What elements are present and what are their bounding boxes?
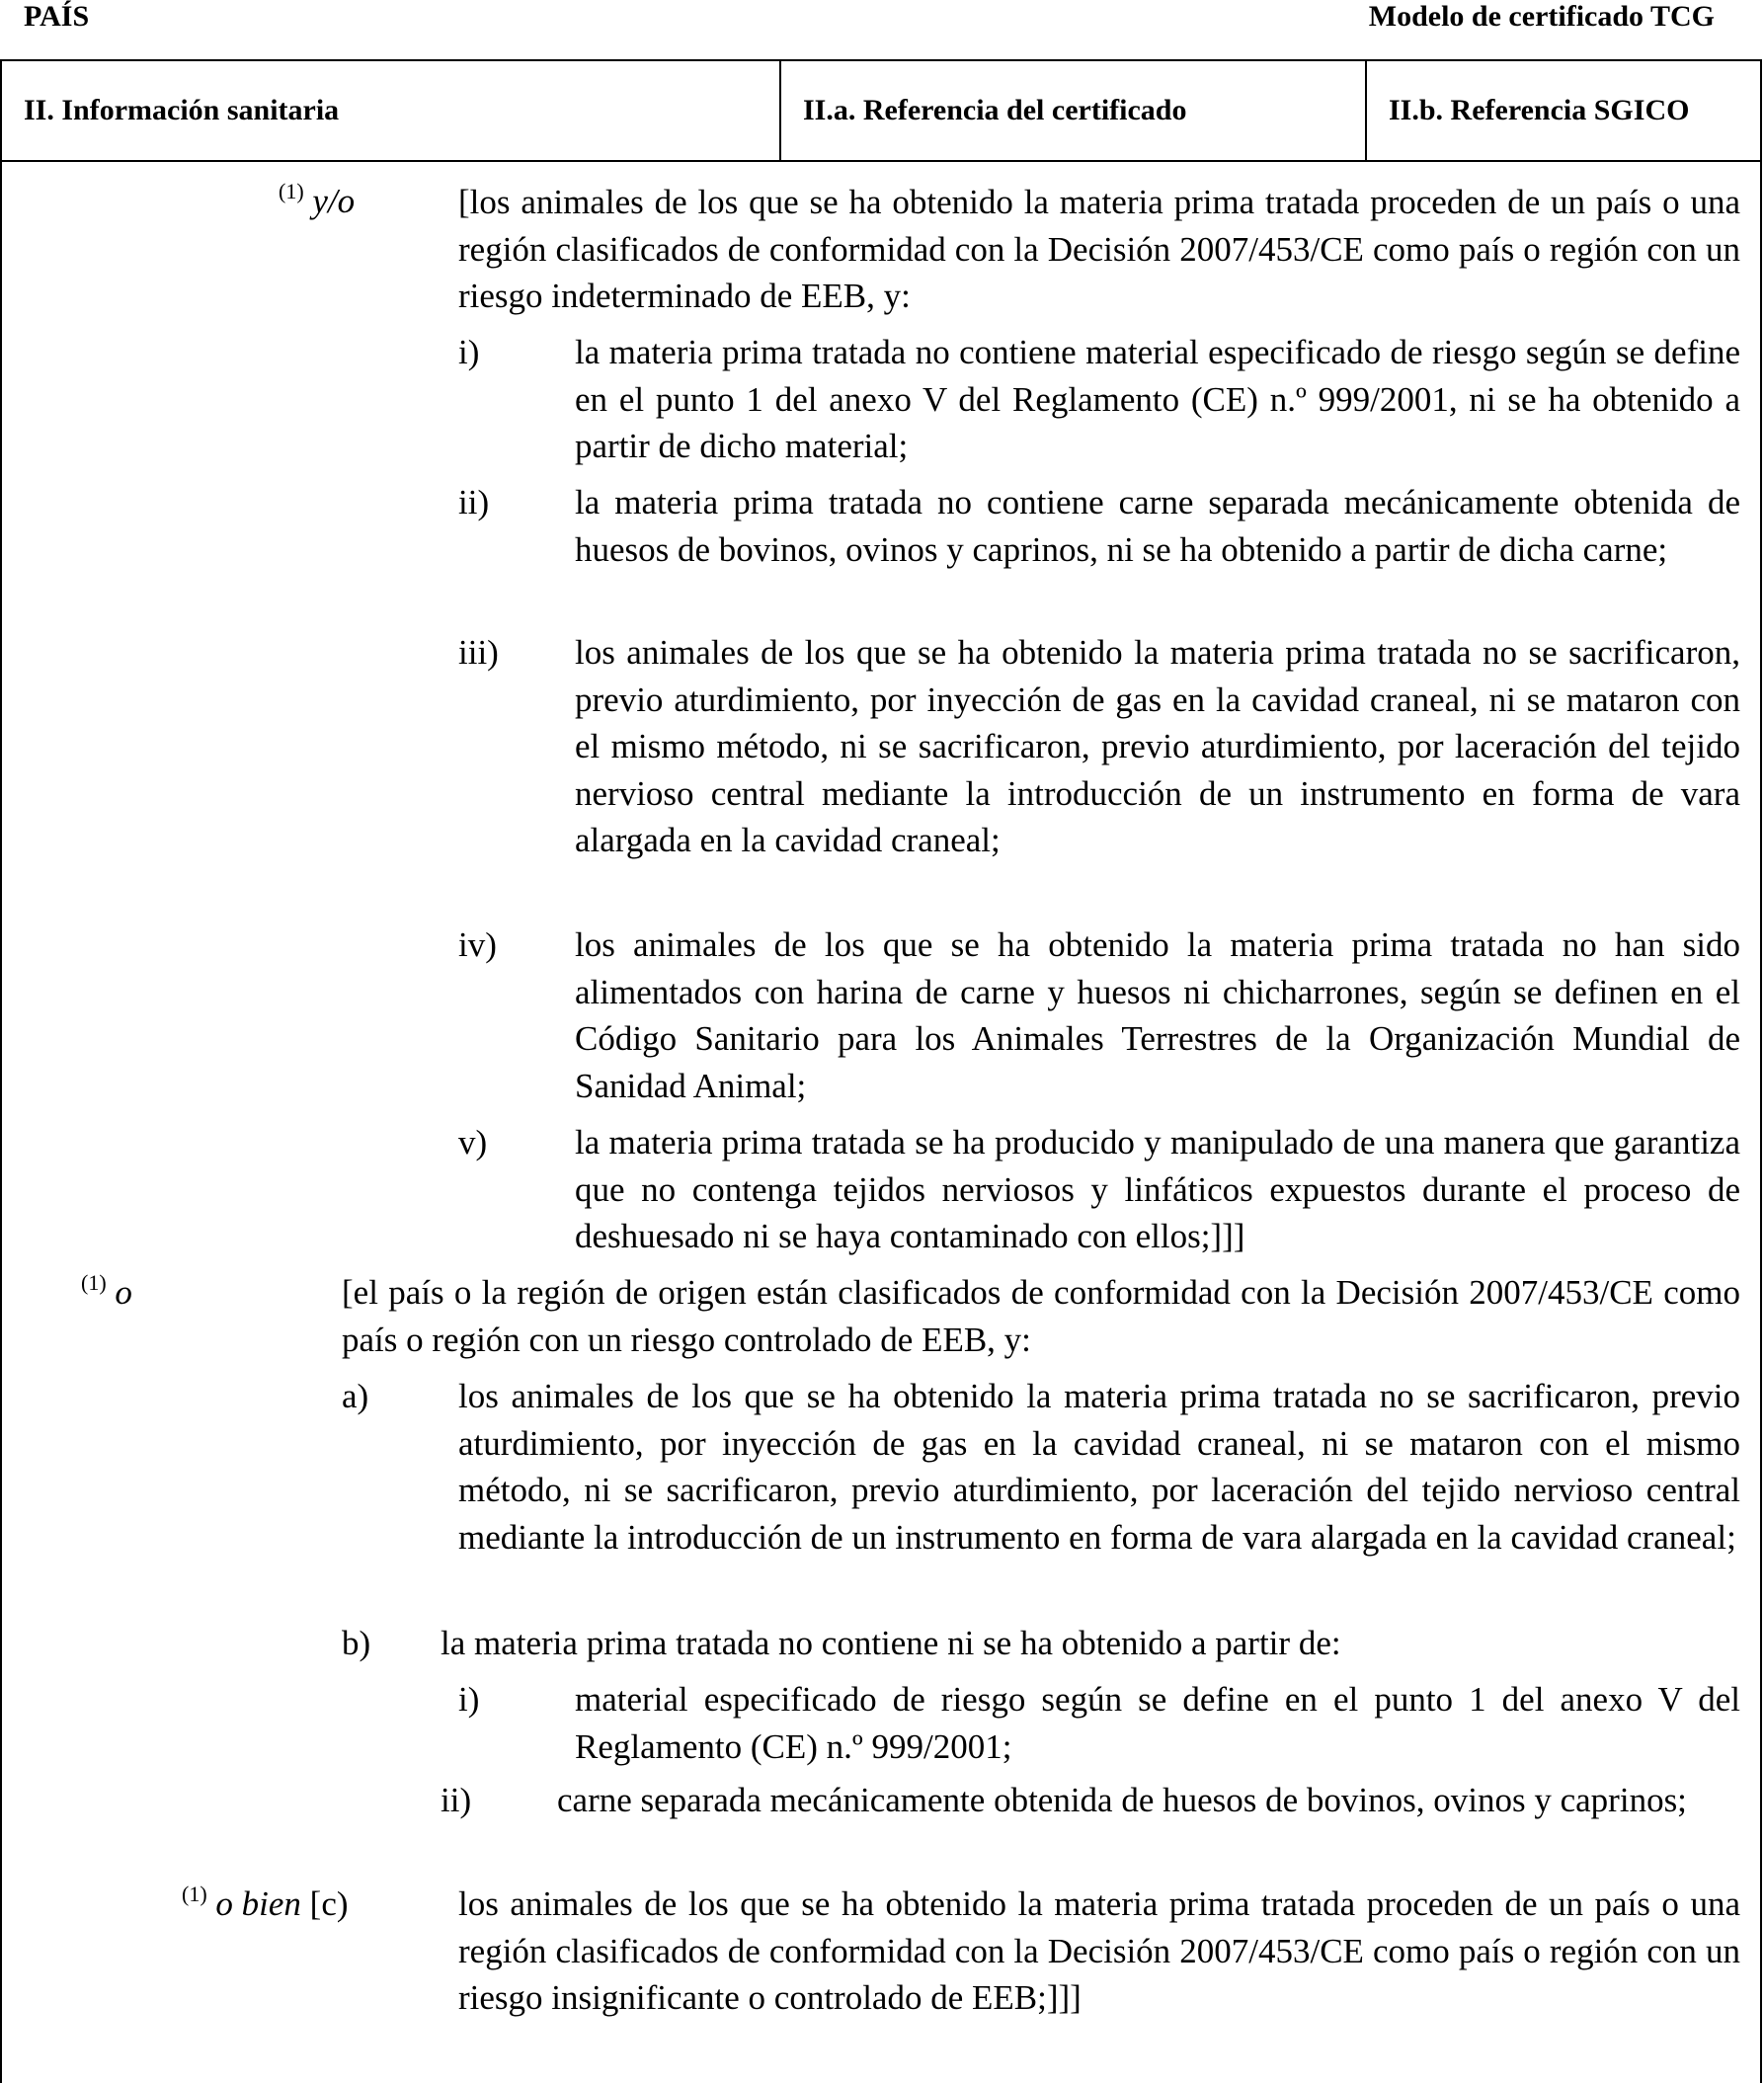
block2-connector: o xyxy=(115,1273,132,1312)
sgico-reference-field: II.b. Referencia SGICO xyxy=(1365,61,1762,160)
footnote-ref: (1) xyxy=(279,179,304,203)
footnote-ref: (1) xyxy=(182,1882,207,1906)
block1-item-text: los animales de los que se ha obtenido la materia prima tratada no han sido alimentados con harina de carne y huesos ni chicharrones, según se definen en el Código Sanitario para los Animales Terrestres de la Organización Mundial de Sanidad Animal; xyxy=(575,925,1740,1105)
block1-item-num: i) xyxy=(458,333,480,371)
page-header xyxy=(0,0,1764,59)
block2-item-c-text: los animales de los que se ha obtenido la materia prima tratada proceden de un país o una región clasificados de conformidad con la Decisión 2007/453/CE como país o región con un riesgo insignificante o controlado de EEB;]]] xyxy=(458,1884,1740,2017)
block1-connector: y/o xyxy=(312,182,356,220)
block2-subitem-num: ii) xyxy=(441,1781,472,1819)
block1-item-text: la materia prima tratada no contiene material especificado de riesgo según se define en el punto 1 del anexo V del Reglamento (CE) n.º 999/2001, ni se ha obtenido a partir de dicho material; xyxy=(575,333,1740,465)
section-header-row xyxy=(2,61,1762,162)
block2-item-b-num: b) xyxy=(342,1624,371,1662)
block1-item-text: la materia prima tratada se ha producido y manipulado de una manera que garantiza que no contenga tejidos nerviosos y linfáticos expuestos durante el proceso de deshuesado ni se haya contaminado con ellos;]]] xyxy=(575,1123,1740,1255)
block2-intro: [el país o la región de origen están clasificados de conformidad con la Decisión 2007/453/CE como país o región con un riesgo controlado de EEB, y: xyxy=(342,1273,1740,1359)
block2-subitem-num: i) xyxy=(458,1680,480,1719)
section-title: II. Información sanitaria xyxy=(24,94,340,126)
certificate-model: Modelo de certificado TCG xyxy=(1368,0,1715,33)
footnote-ref: (1) xyxy=(81,1270,107,1295)
block1-item-num: v) xyxy=(458,1123,488,1162)
country-label: PAÍS xyxy=(24,0,90,33)
block2-item-c-num: [c) xyxy=(309,1884,349,1923)
block2-c-connector: o bien xyxy=(215,1884,301,1923)
block1-item-text: los animales de los que se ha obtenido la materia prima tratada no se sacrificaron, previo aturdimiento, por inyección de gas en la cavidad craneal, ni se mataron con el mismo método, ni se sacrificaron, previo aturdimiento, por laceración del tejido nervioso central mediante la introducción de un instrumento en forma de vara alargada en la cavidad craneal; xyxy=(575,633,1740,859)
block1-marker xyxy=(279,178,355,225)
block2-marker xyxy=(81,1269,132,1317)
block1-item-num: iv) xyxy=(458,925,497,964)
block2-item-a-num: a) xyxy=(342,1377,369,1415)
block1-item-num: iii) xyxy=(458,633,499,672)
block2-subitem-text: material especificado de riesgo según se define en el punto 1 del anexo V del Reglamento (CE) n.º 999/2001; xyxy=(575,1680,1740,1766)
block1-item-num: ii) xyxy=(458,483,490,521)
block1-intro: [los animales de los que se ha obtenido la materia prima tratada proceden de un país o una región clasificados de conformidad con la Decisión 2007/453/CE como país o región con un riesgo indeterminado de EEB, y: xyxy=(458,183,1740,315)
block2-item-b-text: la materia prima tratada no contiene ni se ha obtenido a partir de: xyxy=(441,1624,1341,1662)
block2-subitem-text: carne separada mecánicamente obtenida de huesos de bovinos, ovinos y caprinos; xyxy=(557,1781,1687,1819)
certificate-reference-field: II.a. Referencia del certificado xyxy=(779,61,1365,160)
block2-item-a-text: los animales de los que se ha obtenido la materia prima tratada no se sacrificaron, previo aturdimiento, por inyección de gas en la cavidad craneal, ni se mataron con el mismo método, ni se sacrificaron, previo aturdimiento, por laceración del tejido nervioso central mediante la introducción de un instrumento en forma de vara alargada en la cavidad craneal; xyxy=(458,1377,1740,1557)
block2-item-c-marker xyxy=(182,1881,349,1928)
block1-item-text: la materia prima tratada no contiene carne separada mecánicamente obtenida de huesos de bovinos, ovinos y caprinos, ni se ha obtenido a partir de dicha carne; xyxy=(575,483,1740,569)
